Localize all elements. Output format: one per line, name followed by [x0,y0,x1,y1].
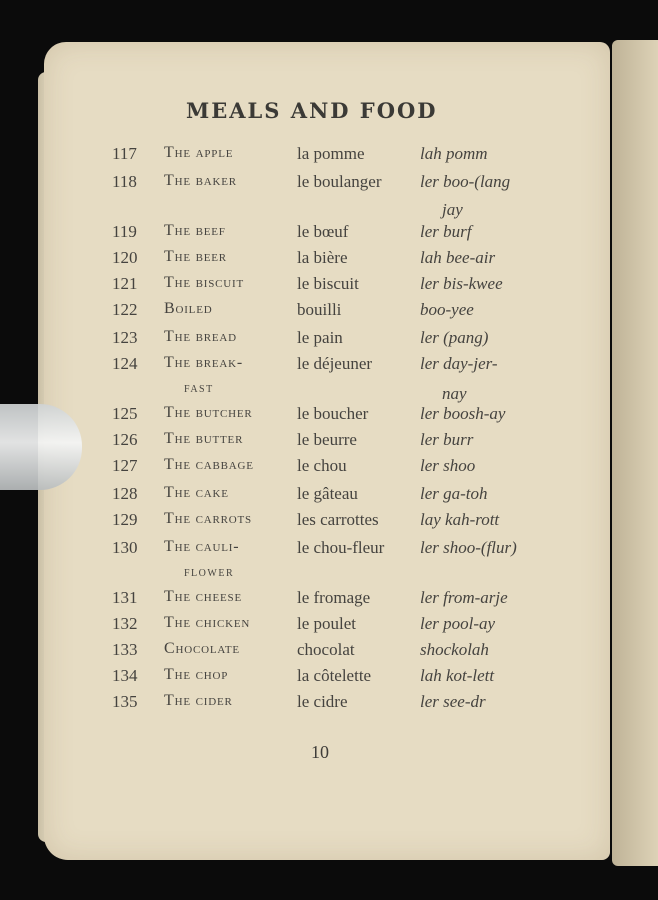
list-item [0,144,658,172]
entry-french: le boucher [297,404,369,423]
entry-english: The cheese [164,588,242,605]
entry-number: 131 [112,588,138,607]
entry-pronunciation: ler boo-(lang [420,172,511,191]
list-item [0,538,658,566]
entry-number: 127 [112,456,138,475]
list-item [0,614,658,642]
list-item [0,484,658,512]
list-item [0,222,658,250]
entry-english: The beef [164,222,226,239]
entry-french: le bœuf [297,222,349,241]
page-number: 10 [311,742,329,762]
entry-english-continued: fast [184,381,214,396]
entry-number: 125 [112,404,138,423]
entry-french: les carrottes [297,510,379,529]
entry-pronunciation: ler shoo-(flur) [420,538,517,557]
entry-pronunciation: ler bis-kwee [420,274,503,293]
page-title: MEALS AND FOOD [186,98,438,123]
entry-french: le chou [297,456,347,475]
entry-english: Chocolate [164,640,240,657]
entry-french: le pain [297,328,343,347]
entry-english: The break- [164,354,244,371]
entry-english: The apple [164,144,234,161]
entry-pronunciation: lah bee-air [420,248,496,267]
entry-pronunciation: ler see-dr [420,692,486,711]
entry-french: bouilli [297,300,342,319]
entry-pronunciation-continued: jay [442,200,463,219]
list-item [0,404,658,432]
entry-french: le biscuit [297,274,359,293]
entry-english: The baker [164,172,237,189]
entry-number: 119 [112,222,137,241]
entry-pronunciation: lah pomm [420,144,488,163]
entry-pronunciation: lay kah-rott [420,510,500,529]
entry-english: The butter [164,430,244,447]
list-item [0,640,658,668]
entry-french: la côtelette [297,666,372,685]
entry-english: The cabbage [164,456,254,473]
entry-pronunciation: boo-yee [420,300,474,319]
entry-english: The butcher [164,404,253,421]
entry-pronunciation: lah kot-lett [420,666,495,685]
entry-number: 124 [112,354,138,373]
entry-number: 133 [112,640,138,659]
entry-english: The cauli- [164,538,240,555]
entry-english: The biscuit [164,274,245,291]
entry-pronunciation: ler from-arje [420,588,508,607]
entry-french: le boulanger [297,172,382,191]
entry-english-continued: flower [184,565,235,580]
entry-english: The bread [164,328,237,345]
list-item [0,510,658,538]
entry-french: le fromage [297,588,371,607]
entry-number: 118 [112,172,137,191]
list-item [0,248,658,276]
entry-english: The beer [164,248,227,265]
entry-english: The cider [164,692,233,709]
list-item [0,328,658,356]
list-item [0,172,658,200]
entry-english: The cake [164,484,229,501]
entry-french: le beurre [297,430,357,449]
list-item [0,666,658,694]
list-item [0,692,658,720]
entry-english: Boiled [164,300,213,317]
entry-number: 129 [112,510,138,529]
entry-number: 130 [112,538,138,557]
entry-pronunciation: ler ga-toh [420,484,488,503]
entry-pronunciation: ler (pang) [420,328,489,347]
entry-french: chocolat [297,640,355,659]
entry-pronunciation: shockolah [420,640,489,659]
entry-number: 120 [112,248,138,267]
entry-french: la pomme [297,144,365,163]
entry-pronunciation: ler burf [420,222,472,241]
entry-number: 122 [112,300,138,319]
entry-french: le poulet [297,614,357,633]
entry-pronunciation: ler burr [420,430,474,449]
entry-number: 123 [112,328,138,347]
list-item [0,354,658,382]
entry-pronunciation: ler boosh-ay [420,404,506,423]
entry-pronunciation: ler pool-ay [420,614,496,633]
entry-number: 117 [112,144,137,163]
entry-french: le déjeuner [297,354,373,373]
list-item [0,430,658,458]
entry-number: 134 [112,666,138,685]
entry-pronunciation-continued: nay [442,384,467,403]
entry-number: 128 [112,484,138,503]
entry-french: la bière [297,248,348,267]
list-item [0,300,658,328]
entry-french: le cidre [297,692,348,711]
entry-french: le chou-fleur [297,538,385,557]
entry-number: 135 [112,692,138,711]
entry-french: le gâteau [297,484,358,503]
entry-pronunciation: ler day-jer- [420,354,498,373]
list-item [0,588,658,616]
entry-english: The carrots [164,510,252,527]
list-item [0,274,658,302]
entry-number: 132 [112,614,138,633]
entry-english: The chop [164,666,229,683]
entry-number: 126 [112,430,138,449]
entry-pronunciation: ler shoo [420,456,476,475]
entry-english: The chicken [164,614,251,631]
list-item [0,456,658,484]
entry-number: 121 [112,274,138,293]
